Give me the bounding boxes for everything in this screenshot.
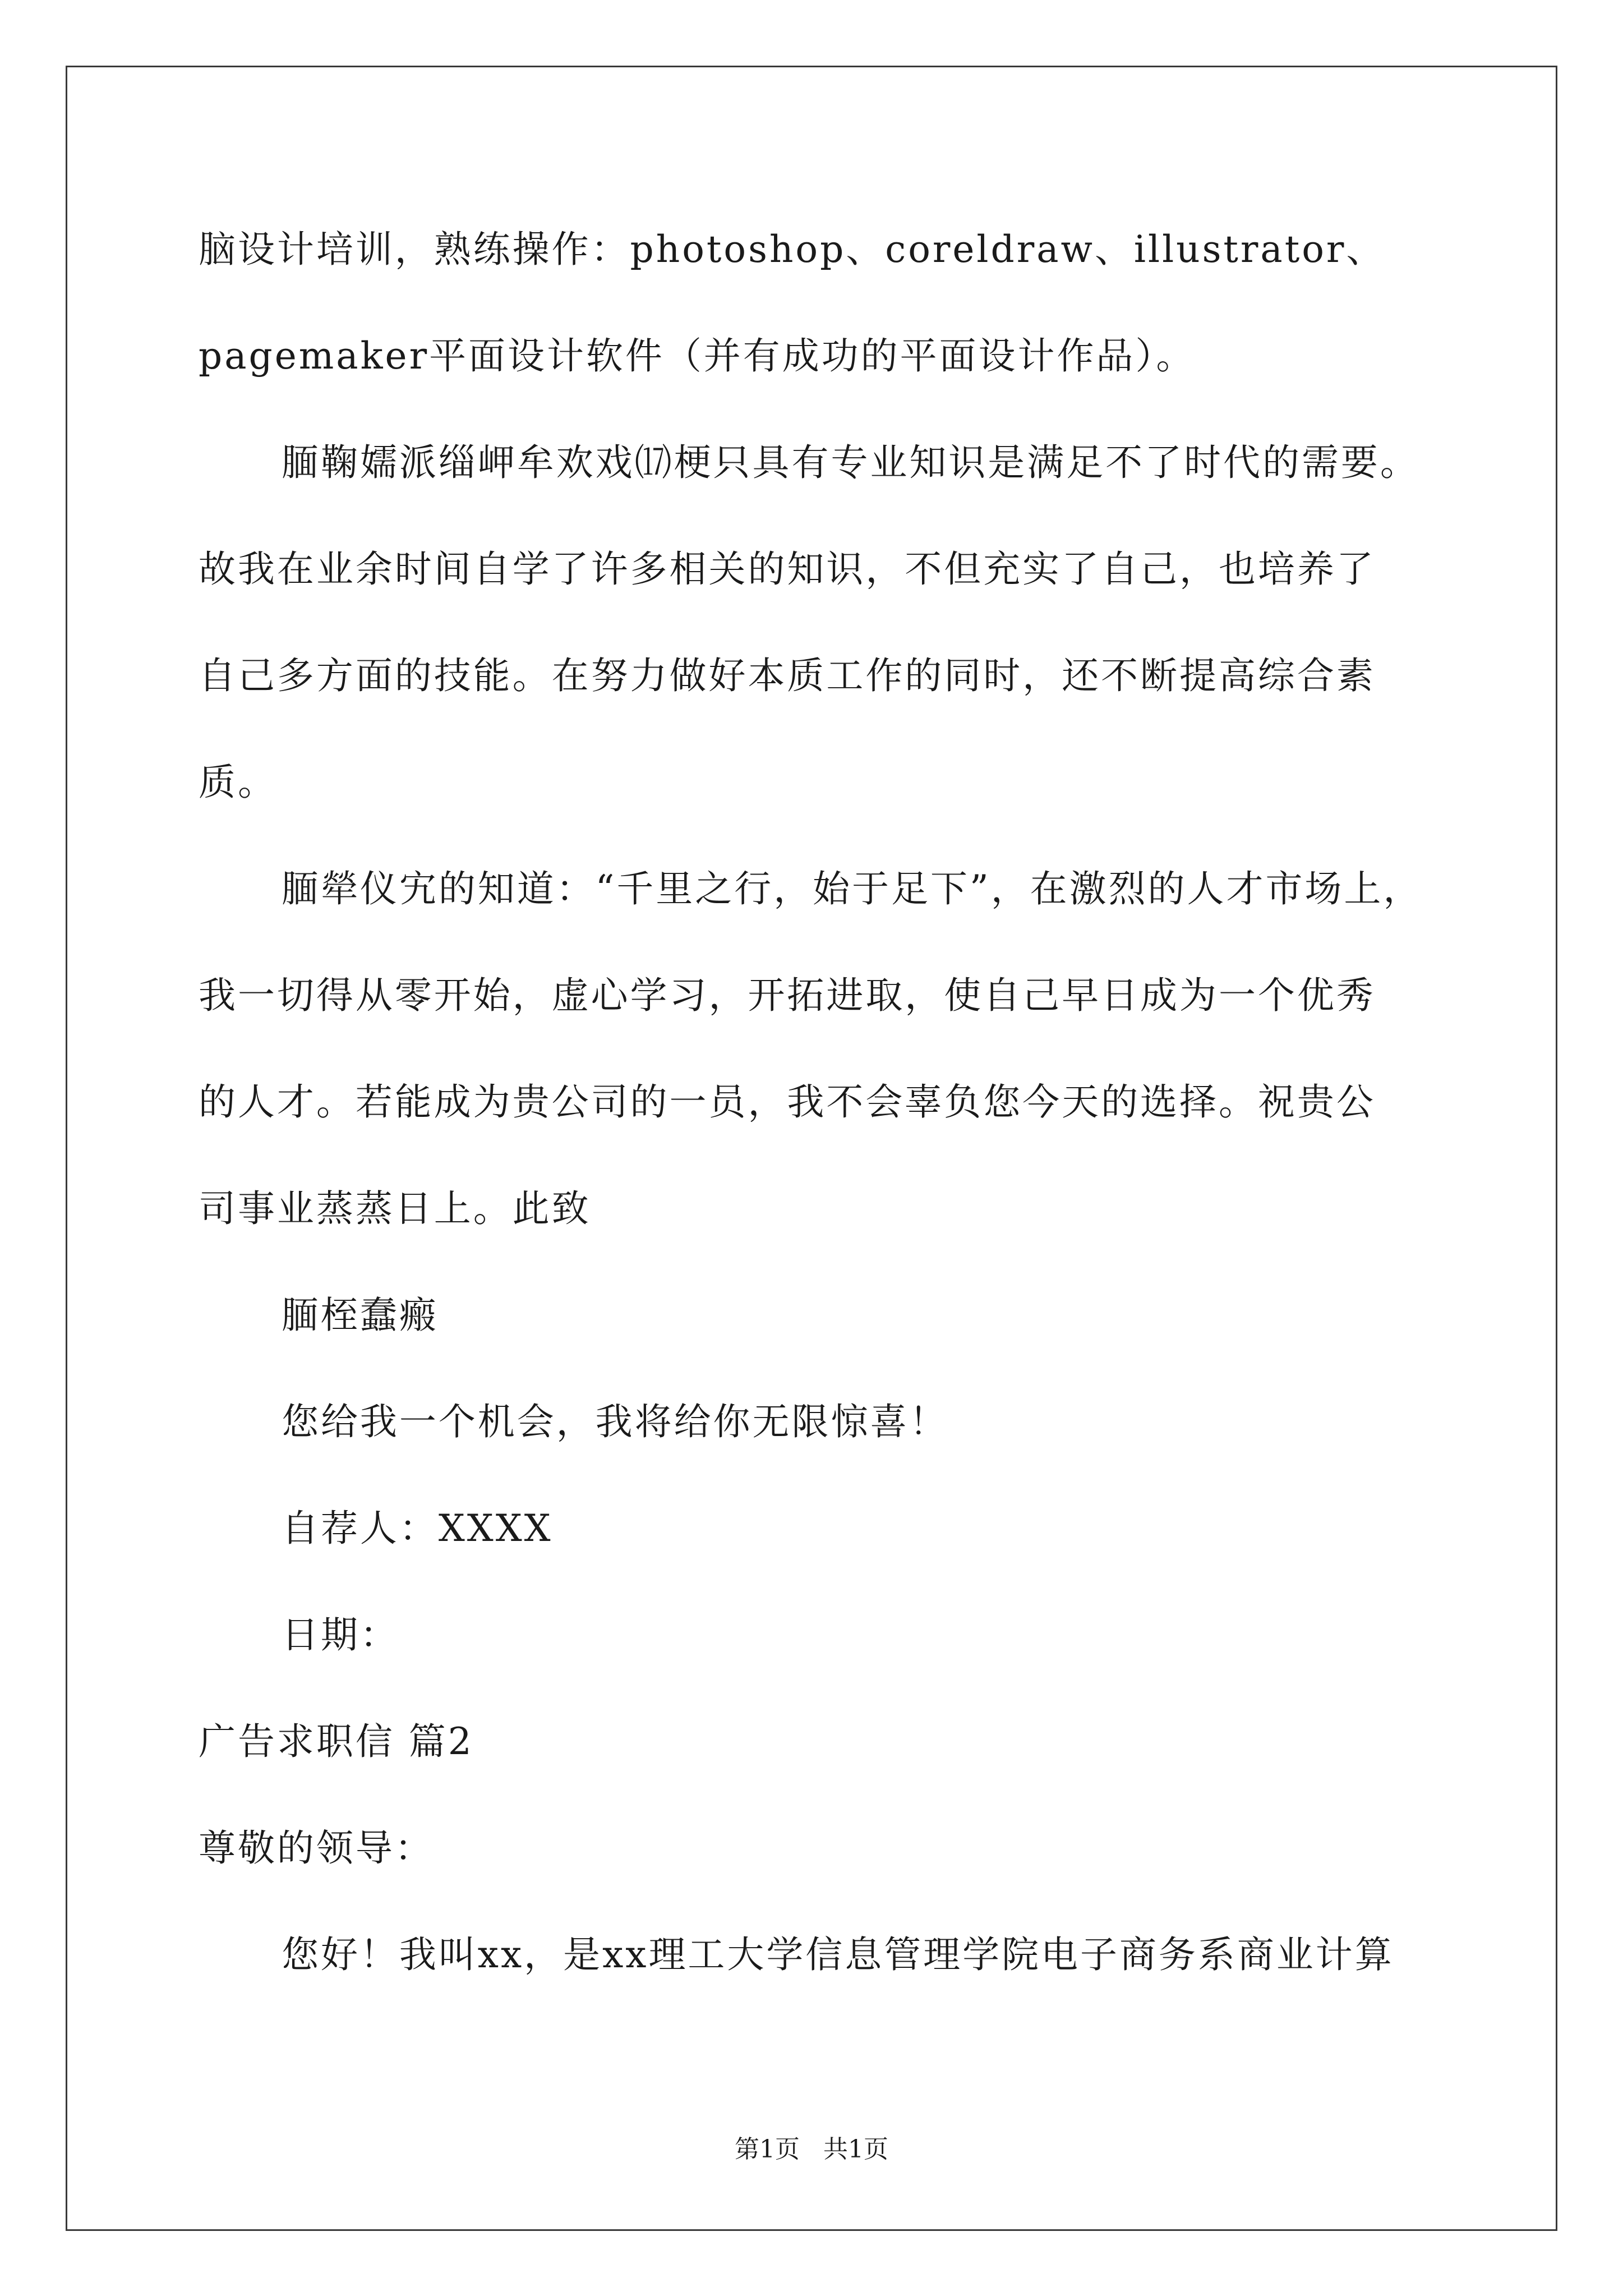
text-line: 自己多方面的技能。在努力做好本质工作的同时，还不断提高综合素 [199,654,1376,697]
text-line: 您好！我叫xx，是xx理工大学信息管理学院电子商务系商业计算 [282,1933,1394,1976]
text-line: 脑设计培训，熟练操作：photoshop、coreldraw、illustrator、 [199,228,1386,271]
text-line: 腼桎蠢瘢 [282,1294,439,1337]
text-line: 的人才。若能成为贵公司的一员，我不会辜负您今天的选择。祝贵公 [199,1080,1376,1124]
section-heading: 广告求职信 篇2 [199,1720,474,1763]
page-border [66,66,1557,2231]
text-line: 您给我一个机会，我将给你无限惊喜！ [282,1400,949,1443]
salutation-line: 尊敬的领导： [199,1826,434,1870]
text-line: 故我在业余时间自学了许多相关的知识，不但充实了自己，也培养了 [199,547,1376,591]
text-line: 腼犖仪宄的知道：“千里之行，始于足下”，在激烈的人才市场上， [282,867,1423,910]
page-footer: 第1页 共1页 [735,2135,888,2164]
text-line: 我一切得从零开始，虚心学习，开拓进取，使自己早日成为一个优秀 [199,974,1376,1017]
text-line: 司事业蒸蒸日上。此致 [199,1187,591,1230]
text-line: 质。 [199,761,277,804]
text-line: 腼鞠嬬派缁岬牟欢戏⒄梗只具有专业知识是满足不了时代的需要。 [282,441,1419,484]
signature-line: 自荐人：XXXX [282,1507,553,1550]
text-line: pagemaker平面设计软件（并有成功的平面设计作品）。 [199,334,1196,378]
date-line: 日期： [282,1613,399,1657]
